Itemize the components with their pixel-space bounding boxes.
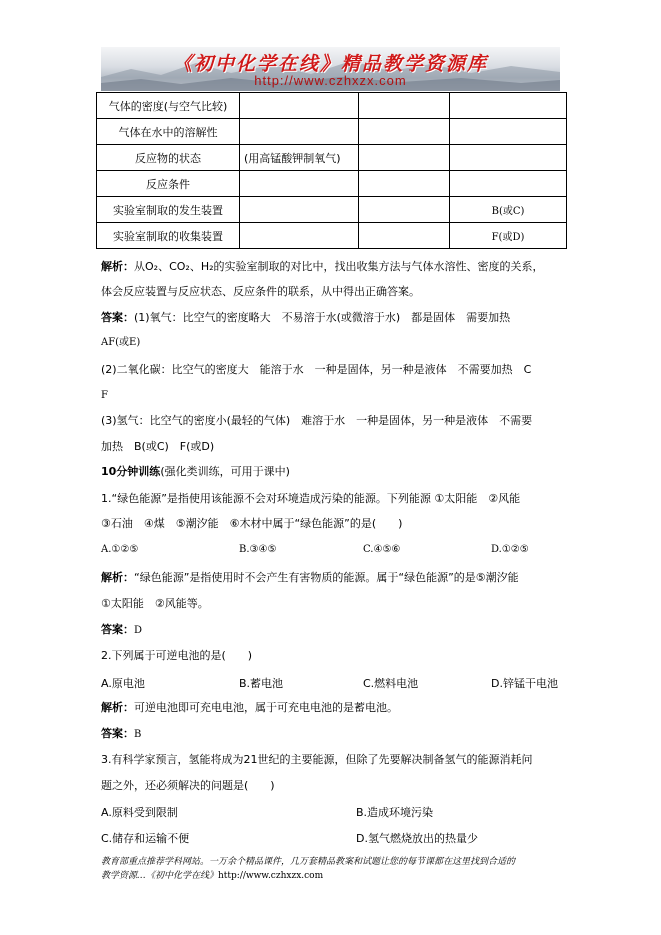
option-a[interactable]: A.原电池	[101, 677, 145, 690]
gas-comparison-table	[96, 92, 567, 249]
table-cell	[450, 93, 567, 119]
header-banner	[101, 47, 560, 91]
option-a[interactable]: A.原料受到限制	[101, 806, 178, 819]
banner-url[interactable]: http://www.czhxzx.com	[254, 73, 407, 88]
answer-text: 加热 B(或C) F(或D)	[101, 440, 215, 453]
analysis-text: “绿色能源”是指使用时不会产生有害物质的能源。属于“绿色能源”的是⑤潮汐能	[134, 571, 519, 584]
option-d[interactable]: D.氢气燃烧放出的热量少	[356, 832, 478, 845]
question-stem: 3.有科学家预言，氢能将成为21世纪的主要能源，但除了先要解决制备氢气的能源消耗问	[101, 753, 533, 766]
answer-paragraph	[101, 726, 563, 742]
banner-title: 《初中化学在线》精品教学资源库	[172, 53, 488, 75]
footer-text: 教育部重点推荐学科网站。一万余个精品课件，几万套精品教案和试题让您的每节课都在这里找到合适的	[101, 857, 516, 867]
analysis-label: 解析：	[101, 701, 134, 714]
answer-label: 答案：	[101, 311, 134, 324]
table-cell	[450, 145, 567, 171]
answer-label: 答案：	[101, 623, 134, 636]
option-d[interactable]: D.锌锰干电池	[491, 677, 558, 690]
table-cell	[240, 119, 359, 145]
answer-paragraph	[101, 310, 563, 325]
table-cell	[240, 171, 359, 197]
question-stem: 1.“绿色能源”是指使用该能源不会对环境造成污染的能源。下列能源 ①太阳能 ②风能	[101, 492, 521, 505]
answer-label: 答案：	[101, 727, 134, 740]
table-row	[97, 171, 567, 197]
section-heading	[101, 464, 563, 479]
analysis-paragraph	[101, 570, 563, 585]
analysis-text: 体会反应装置与反应状态、反应条件的联系，从中得出正确答案。	[101, 285, 420, 298]
option-b[interactable]: B.蓄电池	[239, 677, 284, 690]
row-label: 气体的密度(与空气比较)	[97, 93, 240, 119]
table-cell	[359, 223, 450, 249]
table-cell	[240, 223, 359, 249]
row-label: 实验室制取的发生装置	[97, 197, 240, 223]
table-row	[97, 223, 567, 249]
section-label: 10分钟训练	[101, 465, 161, 478]
footer-site-name: 教学资源…《初中化学在线》	[101, 871, 219, 881]
table-row	[97, 197, 567, 223]
footer-url[interactable]: http://www.czhxzx.com	[218, 871, 324, 881]
table-cell	[359, 171, 450, 197]
analysis-text: ①太阳能 ②风能等。	[101, 597, 209, 610]
table-cell: B(或C)	[450, 197, 567, 223]
answer-paragraph	[101, 622, 563, 638]
question-stem: 题之外，还必须解决的问题是( )	[101, 779, 275, 792]
table-cell: F(或D)	[450, 223, 567, 249]
answer-text: (1)氧气：比空气的密度略大 不易溶于水(或微溶于水) 都是固体 需要加热	[134, 311, 511, 324]
table-row	[97, 119, 567, 145]
row-label: 反应物的状态	[97, 145, 240, 171]
table-cell	[359, 197, 450, 223]
table-cell	[359, 93, 450, 119]
row-label: 实验室制取的收集装置	[97, 223, 240, 249]
table-cell	[450, 171, 567, 197]
option-c[interactable]: C.④⑤⑥	[363, 544, 401, 555]
table-cell: (用高锰酸钾制氧气)	[240, 145, 359, 171]
table-cell	[240, 197, 359, 223]
option-c[interactable]: C.储存和运输不便	[101, 832, 190, 845]
row-label: 气体在水中的溶解性	[97, 119, 240, 145]
analysis-label: 解析：	[101, 260, 134, 273]
option-c[interactable]: C.燃料电池	[363, 677, 419, 690]
table-cell	[240, 93, 359, 119]
answer-text: (2)二氧化碳：比空气的密度大 能溶于水 一种是固体，另一种是液体 不需要加热 C	[101, 363, 532, 376]
question-stem: 2.下列属于可逆电池的是( )	[101, 649, 253, 662]
answer-text: (3)氢气：比空气的密度小(最轻的气体) 难溶于水 一种是固体，另一种是液体 不需要	[101, 414, 533, 427]
analysis-paragraph	[101, 700, 563, 715]
section-note: (强化类训练，可用于课中)	[160, 465, 290, 478]
option-a[interactable]: A.①②⑤	[101, 544, 139, 555]
answer-text: AF(或E)	[101, 337, 141, 348]
option-b[interactable]: B.③④⑤	[239, 544, 277, 555]
table-cell	[359, 119, 450, 145]
analysis-paragraph	[101, 259, 563, 274]
answer-text: B	[134, 729, 142, 740]
analysis-label: 解析：	[101, 571, 134, 584]
table-row	[97, 145, 567, 171]
table-cell	[359, 145, 450, 171]
answer-text: F	[101, 390, 108, 401]
row-label: 反应条件	[97, 171, 240, 197]
table-cell	[450, 119, 567, 145]
answer-text: D	[134, 625, 143, 636]
question-stem: ③石油 ④煤 ⑤潮汐能 ⑥木材中属于“绿色能源”的是( )	[101, 517, 403, 530]
analysis-text: 从O₂、CO₂、H₂的实验室制取的对比中，找出收集方法与气体水溶性、密度的关系，	[134, 260, 544, 273]
option-d[interactable]: D.①②⑤	[491, 544, 529, 555]
footer-text-2	[101, 869, 571, 883]
option-b[interactable]: B.造成环境污染	[356, 806, 434, 819]
analysis-text: 可逆电池即可充电电池，属于可充电电池的是蓄电池。	[134, 701, 398, 714]
table-row	[97, 93, 567, 119]
